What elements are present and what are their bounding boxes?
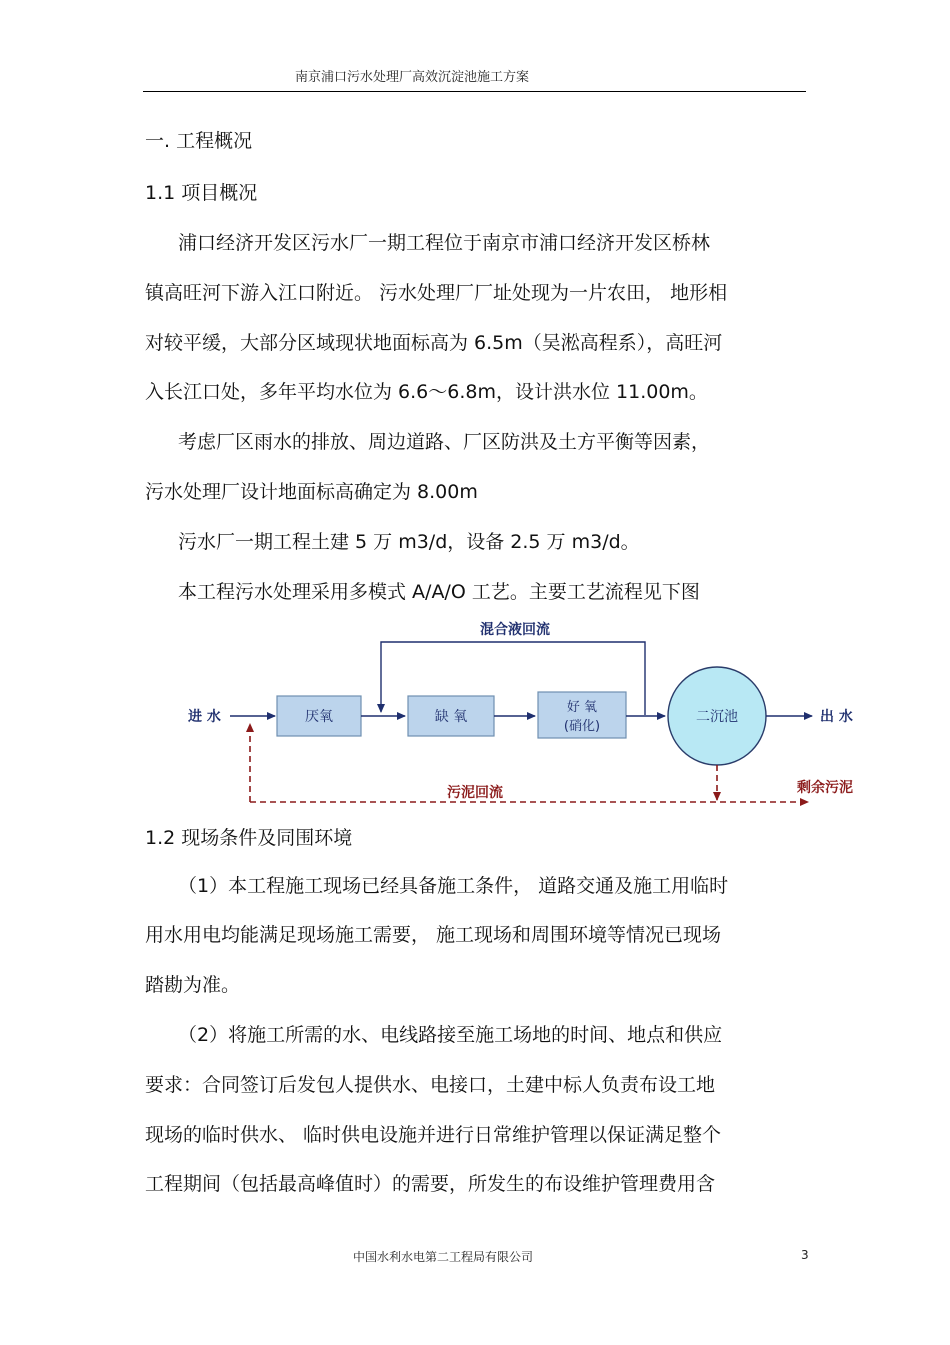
- paragraph-line: 要求：合同签订后发包人提供水、电接口，土建中标人负责布设工地: [145, 1074, 716, 1096]
- paragraph-line: 踏勘为准。: [145, 974, 241, 996]
- anaerobic-tank-label: 厌氧: [305, 709, 333, 725]
- paragraph-line: 镇高旺河下游入江口附近。 污水处理厂厂址处现为一片农田， 地形相: [145, 282, 728, 304]
- paragraph-line: 污水处理厂设计地面标高确定为 8.00m: [145, 481, 478, 503]
- mixed-return-label: 混合液回流: [480, 622, 550, 638]
- secondary-clarifier-label: 二沉池: [696, 709, 738, 725]
- anoxic-tank-label: 缺 氧: [434, 709, 468, 725]
- process-flow-diagram: [180, 612, 870, 817]
- subsection-heading-1-2: 1.2 现场条件及同围环境: [145, 827, 353, 849]
- page-number: 3: [801, 1248, 809, 1262]
- paragraph-line: 浦口经济开发区污水厂一期工程位于南京市浦口经济开发区桥林: [178, 232, 711, 254]
- sludge-return-label: 污泥回流: [447, 785, 503, 801]
- footer-company: 中国水利水电第二工程局有限公司: [353, 1250, 534, 1264]
- paragraph-line: 对较平缓，大部分区域现状地面标高为 6.5m（吴淞高程系），高旺河: [145, 332, 723, 354]
- aerobic-tank-label: 好 氧: [566, 700, 598, 715]
- paragraph-line: 入长江口处，多年平均水位为 6.6～6.8m，设计洪水位 11.00m。: [145, 381, 708, 403]
- header-rule: [143, 91, 806, 92]
- paragraph-line: 污水厂一期工程土建 5 万 m3/d，设备 2.5 万 m3/d。: [178, 531, 640, 553]
- outlet-label: 出 水: [820, 709, 853, 725]
- paragraph-line: 考虑厂区雨水的排放、周边道路、厂区防洪及土方平衡等因素，: [178, 431, 711, 453]
- nitrification-label: (硝化): [563, 719, 601, 734]
- excess-sludge-label: 剩余污泥: [797, 780, 853, 796]
- running-header: 南京浦口污水处理厂高效沉淀池施工方案: [295, 70, 530, 85]
- paragraph-line: 工程期间（包括最高峰值时）的需要，所发生的布设维护管理费用含: [145, 1173, 716, 1195]
- paragraph-line: （2）将施工所需的水、电线路接至施工场地的时间、地点和供应: [178, 1024, 723, 1046]
- subsection-heading-1-1: 1.1 项目概况: [145, 182, 258, 204]
- inlet-label: 进 水: [188, 709, 221, 725]
- section-heading: 一. 工程概况: [145, 130, 253, 152]
- paragraph-line: （1）本工程施工现场已经具备施工条件， 道路交通及施工用临时: [178, 875, 729, 897]
- paragraph-line: 用水用电均能满足现场施工需要， 施工现场和周围环境等情况已现场: [145, 924, 722, 946]
- paragraph-line: 本工程污水处理采用多模式 A/A/O 工艺。主要工艺流程见下图: [178, 581, 700, 603]
- paragraph-line: 现场的临时供水、 临时供电设施并进行日常维护管理以保证满足整个: [145, 1124, 722, 1146]
